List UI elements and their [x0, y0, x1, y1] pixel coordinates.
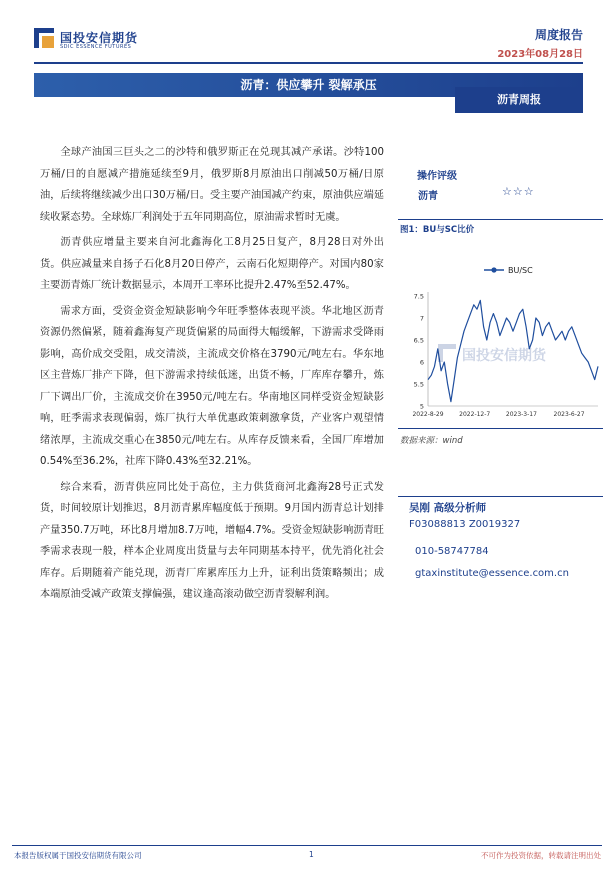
section-tab-label: 沥青周报	[497, 93, 541, 106]
report-type: 周度报告	[534, 28, 583, 42]
y-tick-label: 5	[419, 402, 424, 411]
legend-marker	[491, 267, 496, 272]
figure-top-rule	[398, 219, 603, 220]
body-paragraph: 全球产油国三巨头之二的沙特和俄罗斯正在兑现其减产承诺。沙特100万桶/日的自愿减产措施延续至9月，俄罗斯8月原油出口削减50万桶/日原油，后续将继续减少出口30万桶/日。受主要产油国减产约束，原油供应端延续收紧态势。全球炼厂利润处于五年同期高位，原油需求暂时无虞。	[40, 147, 384, 223]
data-source: 数据来源：wind	[400, 436, 463, 446]
rating-heading: 操作评级	[417, 171, 457, 182]
report-date: 2023年08月28日	[497, 49, 583, 60]
body-paragraph: 综合来看，沥青供应同比处于高位，主力供货商河北鑫海28号正式发货，时间较原计划推迟，8月沥青累库幅度低于预期。9月国内沥青总计划排产量350.7万吨，环比8月增加8.7万吨，增幅4.7%。受资金短缺影响沥青旺季需求表现一般，样本企业周度出货量与去年同期基本持平，优先消化社会库存。后期随着产能兑现，沥青厂库累库压力上升，证利出货策略频出；成本端原油受减产政策支撑偏强，建议逢高滚动做空沥青裂解利润。	[40, 481, 384, 600]
logo-text: 国投安信期货	[60, 31, 139, 45]
logo-subtitle: SDIC ESSENCE FUTURES	[60, 44, 132, 50]
legend-label: BU/SC	[508, 266, 533, 275]
body-paragraph: 需求方面，受资金资金短缺影响今年旺季整体表现平淡。华北地区沥青资源仍然偏紧，随着鑫海复产现货偏紧的局面得大幅缓解，下游需求受降雨影响，高价成交受阻，成交清淡，主流成交价格在3790元/吨左右。华东地区主营炼厂排产下降，但下游需求持续低迷，出货不畅，厂库库存攀升，炼厂下调出厂价，主流成交价在3950元/吨左右。华南地区同样受资金短缺影响，旺季需求表现偏弱，炼厂执行大单优惠政策刺激拿货，产业客户观望情绪浓厚，主流成交重心在3850元/吨左右。从库存反馈来看，全国厂库增加0.54%至36.2%，社库下降0.43%至32.21%。	[40, 305, 384, 467]
analyst-divider	[398, 496, 603, 497]
y-tick-label: 7.5	[413, 292, 424, 301]
footer-divider	[12, 845, 602, 846]
watermark-logo-icon	[438, 340, 588, 368]
footer-disclaimer: 不可作为投资依据，转载请注明出处	[481, 851, 601, 860]
body-paragraph: 沥青供应增量主要来自河北鑫海化工8月25日复产，8月28日对外出货。供应减量来自扬子石化8月20日停产，云南石化短期停产。对国内80家主要沥青炼厂统计数据显示，本周开工率环比提升2.47%至52.47%。	[40, 237, 384, 291]
analyst-name: 吴刚 高级分析师	[409, 502, 487, 514]
x-tick-label: 2023-6-27	[553, 411, 585, 418]
report-title: 沥青：供应攀升 裂解承压	[240, 78, 377, 92]
y-tick-label: 7	[419, 314, 424, 323]
rating-stars: ☆☆☆	[502, 185, 535, 198]
x-tick-label: 2022-8-29	[412, 411, 444, 418]
x-tick-label: 2022-12-7	[459, 411, 491, 418]
x-tick-label: 2023-3-17	[505, 411, 537, 418]
analyst-phone: 010-58747784	[415, 546, 489, 557]
y-tick-label: 5.5	[413, 380, 424, 389]
analyst-email: gtaxinstitute@essence.com.cn	[415, 568, 569, 579]
rating-product: 沥青	[418, 191, 438, 202]
analyst-certificate: F03088813 Z0019327	[409, 519, 521, 530]
page-number: 1	[309, 850, 314, 859]
report-body	[40, 142, 384, 610]
footer-copyright: 本报告版权属于国投安信期货有限公司	[14, 851, 142, 860]
watermark-text: 国投安信期货	[462, 348, 546, 364]
figure-title: 图1：BU与SC比价	[400, 225, 475, 235]
section-tab	[455, 87, 583, 113]
company-logo-icon	[34, 28, 54, 48]
y-tick-label: 6	[419, 358, 424, 367]
header-divider	[34, 62, 583, 64]
y-tick-label: 6.5	[413, 336, 424, 345]
figure-bottom-rule	[398, 428, 603, 429]
